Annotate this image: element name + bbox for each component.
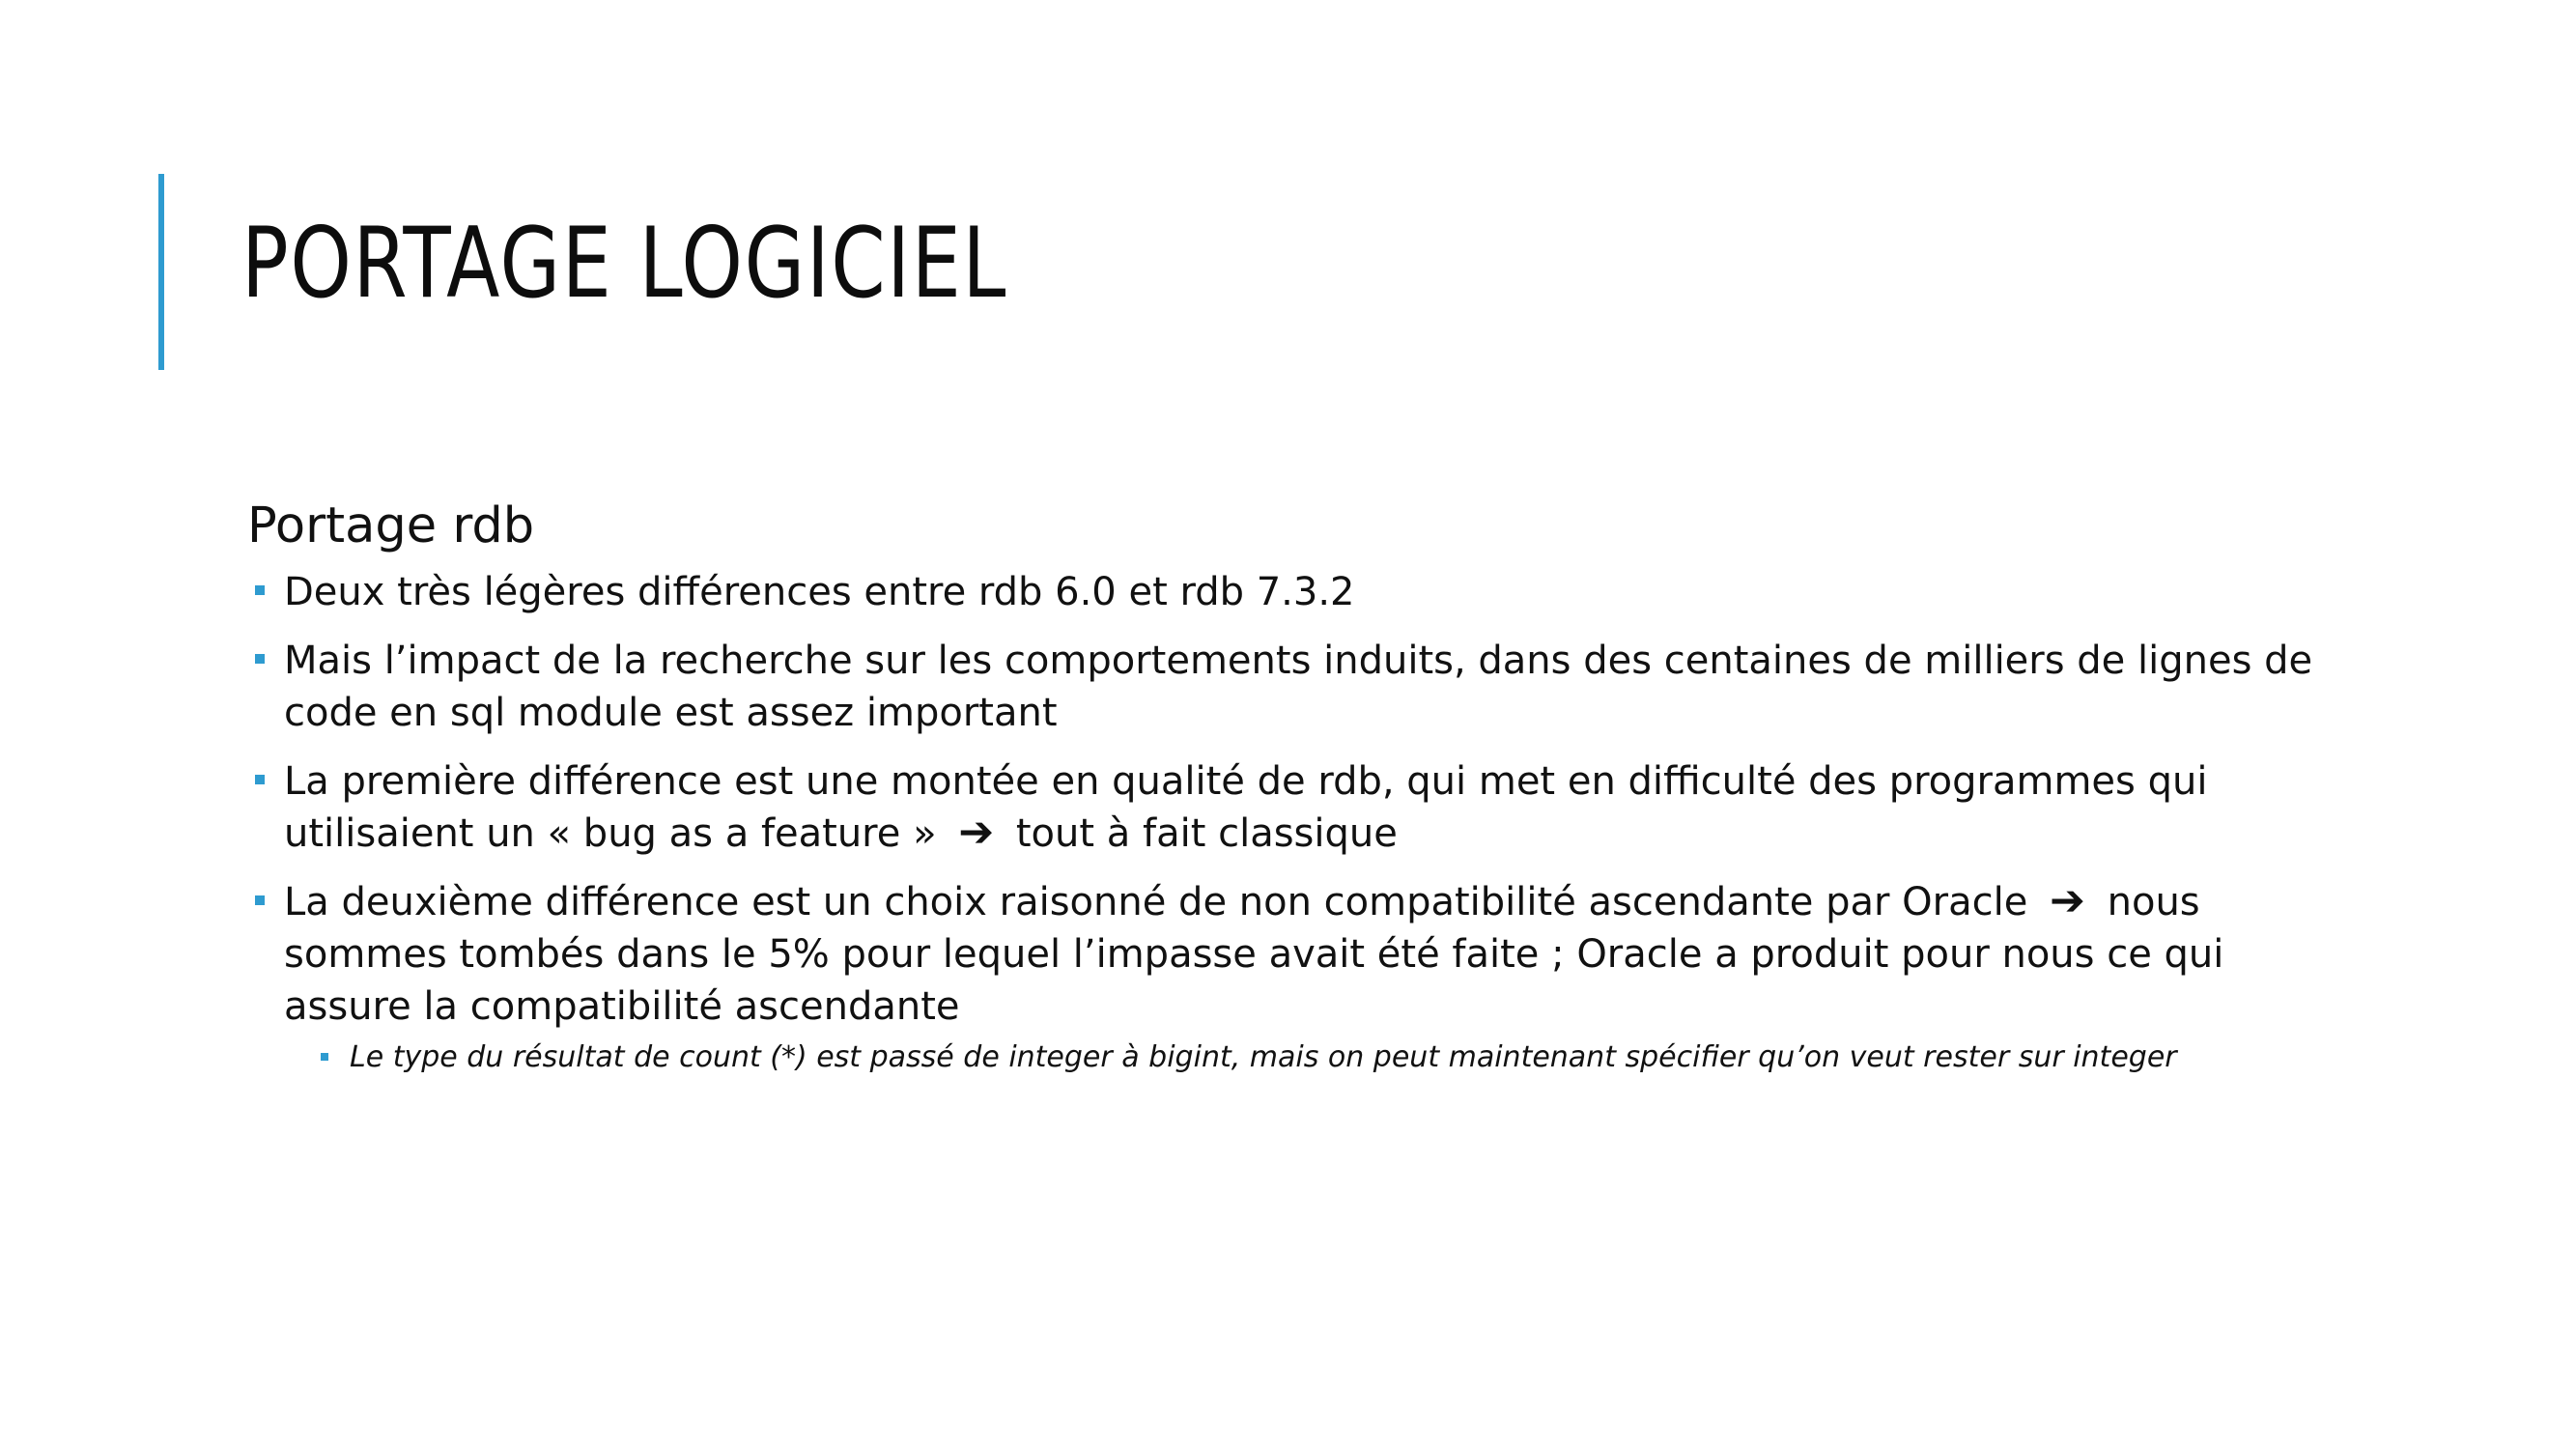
bullet-item-1 <box>247 566 2353 618</box>
square-bullet-icon <box>255 654 265 664</box>
sub-bullet-text: Le type du résultat de count (*) est passé de integer à bigint, mais on peut maintenant spécifier qu’on veut rester sur integer <box>350 1040 2177 1074</box>
sub-bullet-list <box>284 1037 2353 1079</box>
sub-bullet-item-1 <box>317 1037 2353 1079</box>
square-bullet-icon <box>255 585 265 595</box>
bullet-item-2 <box>247 635 2353 739</box>
slide-title: PORTAGE LOGICIEL <box>241 206 1007 320</box>
bullet-text-before-arrow: La première différence est une montée en qualité de rdb, qui met en difficulté des programmes qui utilisaient un « bug as a feature » <box>284 759 2208 856</box>
bullet-text-before-arrow: La deuxième différence est un choix raisonné de non compatibilité ascendante par Oracle <box>284 880 2028 924</box>
bullet-text-after-arrow: tout à fait classique <box>1015 811 1398 856</box>
square-bullet-icon <box>321 1053 328 1061</box>
bullet-list <box>247 566 2353 1079</box>
square-bullet-icon <box>255 895 265 905</box>
section-heading: Portage rdb <box>247 497 535 554</box>
bullet-item-4 <box>247 876 2353 1079</box>
bullet-text-after-arrow: nous sommes tombés dans le 5% pour lequel l’impasse avait été faite ; Oracle a produit pour nous ce qui assure la compatibilité ascendante <box>284 880 2224 1029</box>
square-bullet-icon <box>255 775 265 784</box>
bullet-text: Mais l’impact de la recherche sur les comportements induits, dans des centaines de milliers de lignes de code en sql module est assez important <box>284 639 2313 735</box>
title-accent-bar <box>158 174 164 370</box>
right-arrow-icon: ➔ <box>2050 876 2085 925</box>
slide-content <box>247 497 2353 1095</box>
bullet-item-3 <box>247 755 2353 860</box>
bullet-text: Deux très légères différences entre rdb 6.0 et rdb 7.3.2 <box>284 570 1355 614</box>
right-arrow-icon: ➔ <box>958 808 995 857</box>
